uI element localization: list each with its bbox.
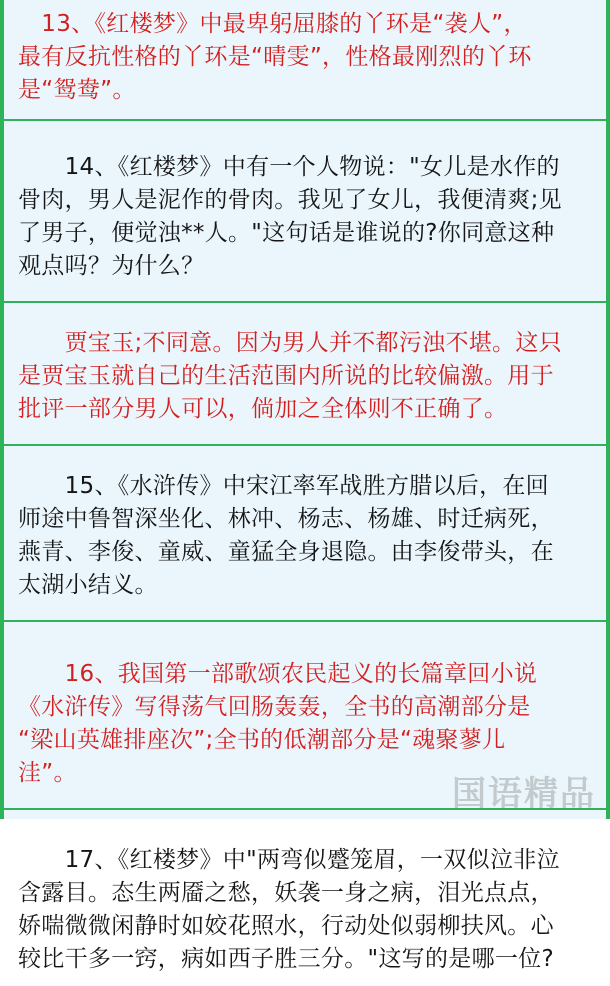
text-line: 最有反抗性格的丫环是“晴雯”，性格最刚烈的丫环: [18, 44, 532, 70]
item-14-question: [4, 121, 606, 301]
text-line: 是“鸳鸯”。: [18, 77, 136, 103]
text-line: 贾宝玉;不同意。因为男人并不都污浊不堪。这只: [18, 330, 562, 356]
text-line: 燕青、李俊、童威、童猛全身退隐。由李俊带头，在: [18, 539, 554, 565]
text-line: 骨肉，男人是泥作的骨肉。我见了女儿，我便清爽;见: [18, 187, 562, 213]
site-watermark: 国语精品: [452, 774, 596, 814]
text-line: 洼”。: [18, 760, 77, 786]
text-line: 14、《红楼梦》中有一个人物说："女儿是水作的: [18, 154, 560, 180]
item-14-answer: [4, 303, 606, 444]
text-line: 是贾宝玉就自己的生活范围内所说的比较偏激。用于: [18, 363, 554, 389]
text-line: 13、《红楼梦》中最卑躬屈膝的丫环是“袭人”，: [18, 11, 527, 37]
text-line: 16、我国第一部歌颂农民起义的长篇章回小说: [18, 661, 538, 687]
text-line: 娇喘微微闲静时如姣花照水，行动处似弱柳扶风。心: [18, 913, 554, 939]
text-line: “梁山英雄排座次”;全书的低潮部分是“魂聚蓼儿: [18, 727, 506, 753]
text-line: 较比干多一窍，病如西子胜三分。"这写的是哪一位?: [18, 946, 554, 972]
text-line: 含露目。态生两靥之愁，妖袭一身之病，泪光点点，: [18, 880, 554, 906]
text-line: 15、《水浒传》中宋江率军战胜方腊以后，在回: [18, 473, 549, 499]
text-line: 《水浒传》写得荡气回肠轰轰，全书的高潮部分是: [18, 694, 531, 720]
text-line: 师途中鲁智深坐化、林冲、杨志、杨雄、时迁病死，: [18, 506, 554, 532]
text-line: 太湖小结义。: [18, 572, 158, 598]
item-17-question: [4, 810, 606, 986]
text-line: 了男子，便觉浊**人。"这句话是谁说的?你同意这种: [18, 220, 555, 246]
item-15: [4, 446, 606, 620]
text-line: 观点吗？为什么？: [18, 253, 205, 279]
item-13-answer: [4, 0, 606, 119]
text-line: 17、《红楼梦》中"两弯似蹙笼眉，一双似泣非泣: [18, 847, 560, 873]
text-line: 批评一部分男人可以，倘加之全体则不正确了。: [18, 396, 508, 422]
